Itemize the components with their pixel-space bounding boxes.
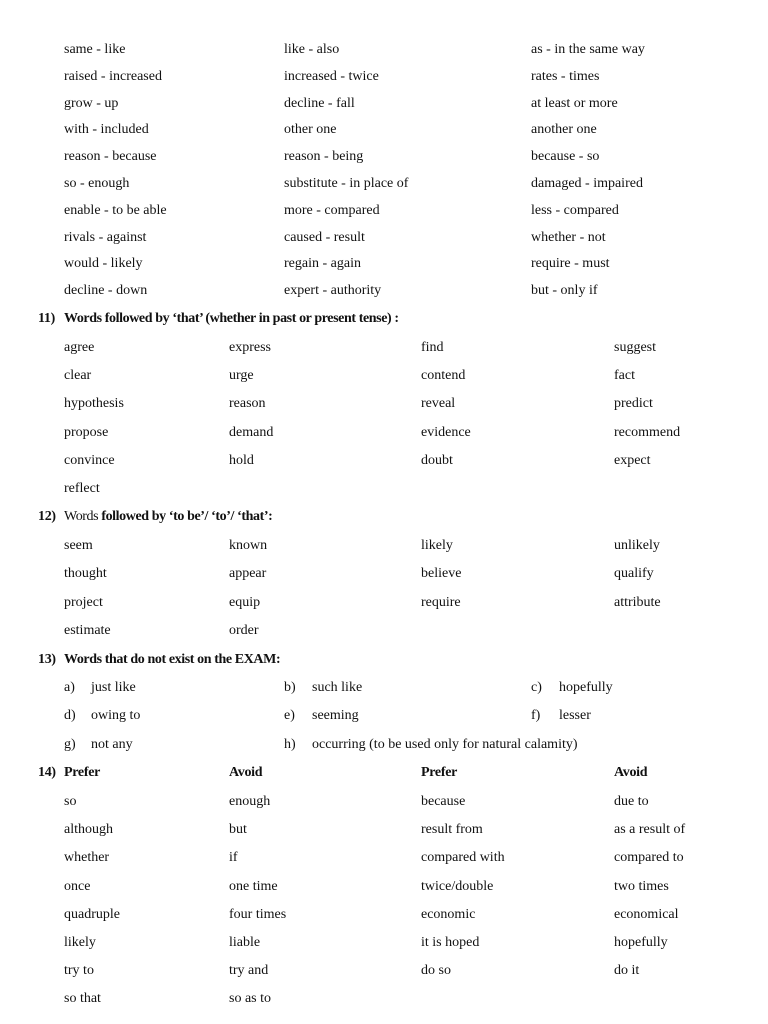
word-item: because xyxy=(421,794,466,809)
word-pair-row xyxy=(0,280,768,302)
word-item: so as to xyxy=(229,991,271,1007)
word-pair: would - likely xyxy=(64,256,143,272)
item-letter: c) xyxy=(531,680,542,695)
word-pair-row xyxy=(0,119,768,141)
column-header: Prefer xyxy=(421,765,458,780)
word-item: evidence xyxy=(421,424,471,440)
item-text: such like xyxy=(312,680,363,695)
word-row xyxy=(0,620,768,642)
word-pair: reason - being xyxy=(284,149,364,165)
word-row xyxy=(0,535,768,557)
word-item: liable xyxy=(229,935,261,950)
word-row xyxy=(0,450,768,472)
word-pair: increased - twice xyxy=(284,68,379,84)
word-pair: less - compared xyxy=(531,202,619,218)
prefer-avoid-row xyxy=(0,988,768,1010)
word-item: order xyxy=(229,622,259,638)
word-pair-row xyxy=(0,200,768,222)
word-item: require xyxy=(421,594,461,610)
word-item: find xyxy=(421,340,444,355)
word-pair-row xyxy=(0,93,768,115)
item-text: occurring (to be used only for natural calamity) xyxy=(312,736,578,752)
word-item: predict xyxy=(614,396,653,412)
word-item: doubt xyxy=(421,452,453,468)
word-item: equip xyxy=(229,594,261,610)
word-row xyxy=(0,365,768,387)
item-letter: b) xyxy=(284,680,296,695)
item-text: just like xyxy=(91,680,136,695)
item-letter: f) xyxy=(531,708,541,724)
word-item: urge xyxy=(229,368,254,384)
word-row xyxy=(0,422,768,444)
item-letter: g) xyxy=(64,736,76,752)
prefer-avoid-row xyxy=(0,932,768,954)
word-item: do it xyxy=(614,963,640,979)
prefer-avoid-row xyxy=(0,904,768,926)
section-12-heading xyxy=(0,506,768,528)
word-item: twice/double xyxy=(421,878,494,894)
word-item: once xyxy=(64,878,91,894)
word-pair: so - enough xyxy=(64,176,130,191)
word-pair: substitute - in place of xyxy=(284,176,409,191)
item-text: seeming xyxy=(312,708,359,724)
section-title-plain: Words xyxy=(64,509,102,524)
word-pair: as - in the same way xyxy=(531,42,645,57)
lettered-row xyxy=(0,677,768,699)
item-text: not any xyxy=(91,736,133,752)
word-item: economic xyxy=(421,906,476,922)
word-pair: because - so xyxy=(531,149,600,165)
word-item: fact xyxy=(614,368,635,384)
section-number: 11) xyxy=(38,311,55,326)
word-item: suggest xyxy=(614,340,656,355)
word-pair-row xyxy=(0,253,768,275)
section-title: Words followed by ‘that’ (whether in past or present tense) : xyxy=(64,311,399,326)
item-text: owing to xyxy=(91,708,141,724)
word-row xyxy=(0,393,768,415)
word-item: likely xyxy=(421,538,453,553)
word-item: contend xyxy=(421,368,466,384)
word-item: one time xyxy=(229,878,278,894)
prefer-avoid-row xyxy=(0,819,768,841)
word-item: hopefully xyxy=(614,935,668,950)
word-pair: raised - increased xyxy=(64,68,162,84)
word-item: two times xyxy=(614,878,669,894)
word-row xyxy=(0,563,768,585)
word-item: hold xyxy=(229,452,254,468)
item-letter: d) xyxy=(64,708,76,724)
section-title-bold: followed by ‘to be’/ ‘to’/ ‘that’: xyxy=(101,509,273,524)
word-item: reflect xyxy=(64,481,100,496)
word-pair: damaged - impaired xyxy=(531,176,643,191)
section-number: 12) xyxy=(38,509,56,524)
word-item: so that xyxy=(64,991,101,1007)
word-item: whether xyxy=(64,850,110,866)
word-pair-row xyxy=(0,66,768,88)
word-item: quadruple xyxy=(64,906,120,922)
word-pair: rates - times xyxy=(531,68,600,84)
word-item: enough xyxy=(229,794,271,809)
word-pair-row xyxy=(0,146,768,168)
word-item: attribute xyxy=(614,594,661,610)
word-pair: reason - because xyxy=(64,149,157,165)
word-pair: caused - result xyxy=(284,229,365,245)
word-item: agree xyxy=(64,340,95,355)
word-item: reveal xyxy=(421,396,456,412)
word-pair-row xyxy=(0,227,768,249)
section-11-heading xyxy=(0,308,768,330)
word-item: thought xyxy=(64,566,107,582)
column-header: Prefer xyxy=(64,765,101,780)
word-item: compared to xyxy=(614,850,684,866)
word-pair-row xyxy=(0,39,768,61)
word-item: qualify xyxy=(614,566,654,582)
word-item: known xyxy=(229,538,268,553)
item-text: lesser xyxy=(559,708,591,724)
word-item: express xyxy=(229,340,271,355)
word-pair: another one xyxy=(531,122,597,138)
word-item: try and xyxy=(229,963,269,979)
word-item: it is hoped xyxy=(421,935,480,950)
word-item: so xyxy=(64,794,77,809)
lettered-row xyxy=(0,705,768,727)
word-item: due to xyxy=(614,794,649,809)
word-row xyxy=(0,337,768,359)
word-pair: with - included xyxy=(64,122,149,138)
column-header: Avoid xyxy=(229,765,263,780)
section-13-heading xyxy=(0,649,768,671)
word-item: compared with xyxy=(421,850,505,866)
word-item: expect xyxy=(614,452,651,468)
word-item: project xyxy=(64,594,103,610)
word-item: recommend xyxy=(614,424,681,440)
word-item: reason xyxy=(229,396,266,412)
word-item: clear xyxy=(64,368,92,384)
word-pair: regain - again xyxy=(284,256,361,272)
word-item: unlikely xyxy=(614,538,660,553)
word-item: four times xyxy=(229,906,287,922)
word-pair: other one xyxy=(284,122,337,138)
lettered-row xyxy=(0,734,768,756)
word-item: appear xyxy=(229,566,267,582)
word-item: try to xyxy=(64,963,94,979)
word-pair: like - also xyxy=(284,42,340,57)
prefer-avoid-header xyxy=(0,762,768,784)
word-item: if xyxy=(229,850,238,866)
column-header: Avoid xyxy=(614,765,648,780)
word-pair: rivals - against xyxy=(64,229,147,245)
item-letter: a) xyxy=(64,680,75,695)
word-pair: at least or more xyxy=(531,95,618,111)
word-item: as a result of xyxy=(614,822,686,838)
word-item: do so xyxy=(421,963,451,979)
word-pair: grow - up xyxy=(64,95,119,111)
word-item: demand xyxy=(229,424,274,440)
word-pair-row xyxy=(0,173,768,195)
word-item: estimate xyxy=(64,622,111,638)
word-pair: require - must xyxy=(531,256,610,272)
word-pair: expert - authority xyxy=(284,283,382,299)
word-item: propose xyxy=(64,424,109,440)
word-item: economical xyxy=(614,906,679,922)
word-pair: decline - down xyxy=(64,283,148,299)
item-letter: e) xyxy=(284,708,295,724)
word-item: result from xyxy=(421,822,483,838)
section-number: 13) xyxy=(38,652,56,667)
word-pair: same - like xyxy=(64,42,126,57)
word-row xyxy=(0,592,768,614)
word-item: seem xyxy=(64,538,93,553)
section-number: 14) xyxy=(38,765,56,780)
word-item: although xyxy=(64,822,113,838)
word-pair: decline - fall xyxy=(284,95,355,111)
word-pair: enable - to be able xyxy=(64,202,167,218)
word-item: believe xyxy=(421,566,462,582)
word-item: hypothesis xyxy=(64,396,124,412)
prefer-avoid-row xyxy=(0,960,768,982)
word-item: but xyxy=(229,822,247,838)
prefer-avoid-row xyxy=(0,876,768,898)
word-pair: more - compared xyxy=(284,202,380,218)
word-pair: but - only if xyxy=(531,283,598,299)
section-title xyxy=(64,506,272,528)
prefer-avoid-row xyxy=(0,847,768,869)
word-pair: whether - not xyxy=(531,229,606,245)
word-item: likely xyxy=(64,935,96,950)
word-item: convince xyxy=(64,452,115,468)
section-title: Words that do not exist on the EXAM: xyxy=(64,652,281,667)
word-row xyxy=(0,478,768,500)
item-letter: h) xyxy=(284,736,296,752)
prefer-avoid-row xyxy=(0,791,768,813)
item-text: hopefully xyxy=(559,680,613,695)
